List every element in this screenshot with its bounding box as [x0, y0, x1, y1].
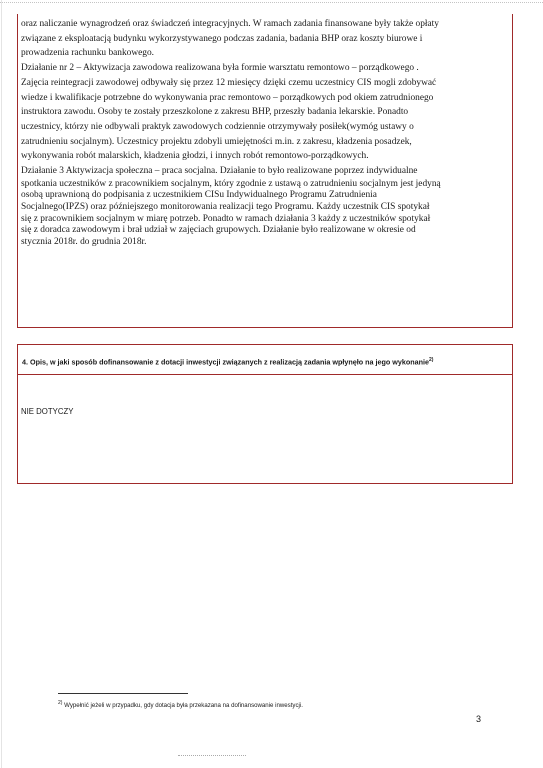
text-line: instruktora zawodu. Osoby te zostały przeszkolone z zakresu BHP, przeszły badania lekarskie. Ponadto: [21, 107, 409, 118]
text-line: Działanie 3 Aktywizacja społeczna – praca socjalna. Działanie to było realizowane poprzez indywidualne: [21, 166, 418, 177]
footnote-mark: 2): [58, 700, 63, 706]
page-number: 3: [476, 714, 482, 724]
scan-bottom-artifact: [178, 755, 246, 757]
text-line: osobą uprawnioną do podpisania z uczestnikiem CISu Indywidualnego Programu Zatrudnienia: [21, 190, 377, 201]
text-line: zatrudnieniu socjalnym). Uczestnicy projektu zdobyli umiejętności m.in. z zakresu, kładzenia posadzek,: [21, 136, 412, 147]
footnote-text: Wypełnić jeżeli w przypadku, gdy dotacja była przekazana na dofinansowanie inwestycji.: [64, 702, 303, 710]
section3-text-box: [17, 14, 513, 328]
footnote-divider: [58, 693, 188, 694]
text-line: Działanie nr 2 – Aktywizacja zawodowa realizowana była formie warsztatu remontowo – porządkowego .: [21, 63, 419, 74]
footnote-mark: 2): [429, 357, 434, 363]
text-line: Zajęcia reintegracji zawodowej odbywały się przez 12 miesięcy dzięki czemu uczestnicy CIS mogli zdobywać: [21, 77, 437, 88]
text-line: spotkania uczestników z pracownikiem socjalnym, który zgodnie z ustawą o zatrudnieniu socjalnym jest jedyną: [21, 178, 441, 189]
section4-header: [18, 345, 512, 375]
footnote: [58, 700, 303, 709]
section4-body: NIE DOTYCZY: [21, 407, 74, 416]
text-line: uczestnicy, którzy nie odbywali praktyk zawodowych codziennie otrzymywały posiłek(wymóg ustawy o: [21, 121, 414, 132]
text-line: związane z eksploatacją budynku wykorzystywanego podczas zadania, badania BHP oraz koszty biurowe i: [21, 33, 423, 44]
text-line: stycznia 2018r. do grudnia 2018r.: [21, 236, 147, 247]
scan-left-edge: [1, 0, 2, 768]
text-line: prowadzenia rachunku bankowego.: [21, 48, 155, 59]
text-line: wykonywania robót malarskich, kładzenia głodzi, i innych robót remontowo-porządkowych.: [21, 151, 369, 162]
section4-title: 4. Opis, w jaki sposób dofinansowanie z dotacji inwestycji związanych z realizacją zadania wpłynęło na jego wykonanie: [22, 357, 430, 367]
text-line: się z doradca zawodowym i brał udział w zajęciach grupowych. Działanie było realizowane w okresie od: [21, 225, 416, 236]
section4-box: [17, 344, 513, 484]
text-line: się z pracownikiem socjalnym w miarę potrzeb. Ponadto w ramach działania 3 każdy z uczestników spotykał: [21, 213, 431, 224]
text-line: oraz naliczanie wynagrodzeń oraz świadczeń integracyjnych. W ramach zadania finansowane były także opłaty: [21, 19, 439, 29]
scan-top-artifact: [0, 2, 543, 4]
text-line: Socjalnego(IPZS) oraz późniejszego monitorowania realizacji tego Programu. Każdy uczestnik CIS spotykał: [21, 201, 430, 212]
text-line: wiedze i kwalifikacje potrzebne do wykonywania prac remontowo – porządkowych pod okiem zatrudnionego: [21, 92, 434, 103]
